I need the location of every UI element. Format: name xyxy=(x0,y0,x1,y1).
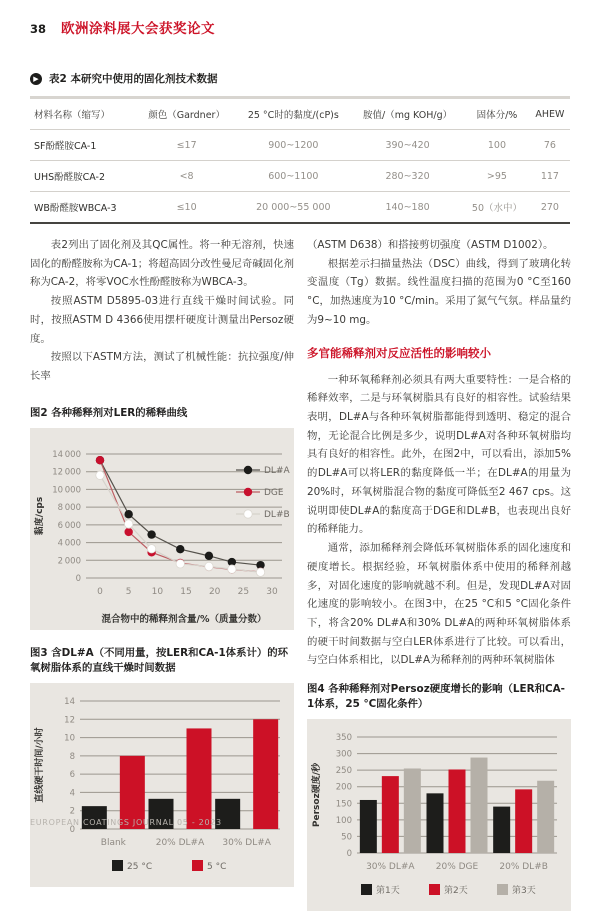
body-paragraph: 按照以下ASTM方法，测试了机械性能：抗拉强度/伸长率 xyxy=(30,351,294,383)
section-heading: 多官能稀释剂对反应活性的影响较小 xyxy=(307,345,491,360)
figure4-title: 图4 各种稀释剂对Persoz硬度增长的影响（LER和CA-1体系，25 °C固化条件） xyxy=(307,683,565,710)
table-header-cell: AHEW xyxy=(530,98,570,130)
figure4-panel xyxy=(307,719,571,911)
svg-text:10 000: 10 000 xyxy=(52,485,81,496)
table-caption-row xyxy=(30,71,570,86)
svg-text:Blank: Blank xyxy=(100,838,126,849)
journal-footer: EUROPEAN COATINGS JOURNAL 05 - 2023 xyxy=(30,818,222,827)
body-paragraph: （ASTM D638）和搭接剪切强度（ASTM D1002）。 xyxy=(307,239,554,251)
table-cell: <8 xyxy=(138,161,236,192)
table-cell: 100 xyxy=(464,130,530,161)
svg-text:第3天: 第3天 xyxy=(512,886,536,897)
table-cell: 76 xyxy=(530,130,570,161)
figure2-title: 图2 各种稀释剂对LER的稀释曲线 xyxy=(30,406,188,419)
svg-text:5 °C: 5 °C xyxy=(207,862,227,873)
svg-text:0: 0 xyxy=(346,849,352,860)
table-cell: WB酚醛胺WBCA-3 xyxy=(34,203,117,214)
table-cell: ≤10 xyxy=(176,201,197,213)
svg-text:10: 10 xyxy=(64,734,75,745)
svg-text:DL#B: DL#B xyxy=(264,510,290,521)
svg-text:6 000: 6 000 xyxy=(57,521,81,532)
svg-text:150: 150 xyxy=(335,799,352,810)
body-paragraph: 表2列出了固化剂及其QC属性。将一种无溶剂，快速固化的酚醛胺称为CA-1；将超高固分改性曼尼奇碱固化剂称为CA-2，将零VOC水性酚醛胺称为WBCA-3。 xyxy=(30,239,294,289)
two-column-body xyxy=(0,224,600,911)
svg-text:黏度/cps: 黏度/cps xyxy=(35,497,45,536)
svg-text:2: 2 xyxy=(69,807,75,818)
table-row xyxy=(30,130,570,161)
svg-text:5: 5 xyxy=(125,587,132,598)
svg-text:200: 200 xyxy=(335,782,352,793)
svg-text:DL#A: DL#A xyxy=(264,466,290,477)
svg-text:14 000: 14 000 xyxy=(52,450,81,461)
figure3-panel xyxy=(30,683,294,887)
svg-text:10: 10 xyxy=(151,587,164,598)
arrow-bullet-icon: ▶ xyxy=(30,73,42,85)
svg-text:30% DL#A: 30% DL#A xyxy=(366,862,415,873)
table-caption: 表2 本研究中使用的固化剂技术数据 xyxy=(49,73,218,85)
table-cell: >95 xyxy=(464,161,530,192)
svg-text:2 000: 2 000 xyxy=(57,556,81,567)
dilution-curves-line-chart xyxy=(30,428,294,630)
body-paragraph: 通常，添加稀释剂会降低环氧树脂体系的固化速度和硬度增长。根据经验，环氧树脂体系中使用的稀释剂越多，对固化速度的影响就越不利。但是，发现DL#A对固化速度的影响较小。在图3中，在25 °C和5 °C固化条件下，将含20% DL#A和30% DL#A的两种环氧树脂体系的硬干时间数据与空白LER体系进行了比较。可以看出，与空白体系相比，以DL#A为稀释剂的两种环氧树脂体 xyxy=(307,542,571,667)
table-cell: 900~1200 xyxy=(236,130,351,161)
svg-text:25: 25 xyxy=(237,587,250,598)
svg-text:DGE: DGE xyxy=(264,488,284,499)
svg-text:0: 0 xyxy=(69,825,75,836)
body-paragraph: 根据差示扫描量热法（DSC）曲线，得到了玻璃化转变温度（Tg）数据。线性温度扫描的范围为0 °C至160 °C，加热速度为10 °C/min。采用了氮气气氛。样品量约为9~10 mg。 xyxy=(307,257,571,326)
svg-text:6: 6 xyxy=(69,770,75,781)
svg-text:350: 350 xyxy=(335,733,352,744)
svg-text:250: 250 xyxy=(335,766,352,777)
table-cell: 117 xyxy=(530,161,570,192)
persoz-hardness-bar-chart xyxy=(307,719,571,911)
table-cell: 600~1100 xyxy=(236,161,351,192)
svg-text:0: 0 xyxy=(75,574,81,585)
dry-time-bar-chart xyxy=(30,683,294,887)
svg-text:8 000: 8 000 xyxy=(57,503,81,514)
table-cell: 390~420 xyxy=(351,130,464,161)
table-row xyxy=(30,192,570,224)
svg-text:第1天: 第1天 xyxy=(376,886,400,897)
svg-text:4 000: 4 000 xyxy=(57,538,81,549)
table-cell: UHS酚醛胺CA-2 xyxy=(30,161,138,192)
svg-text:混合物中的稀释剂含量/%（质量分数）: 混合物中的稀释剂含量/%（质量分数） xyxy=(101,614,267,626)
page-header xyxy=(0,0,600,37)
table-header-cell: 固体分/% xyxy=(464,98,530,130)
right-column xyxy=(307,236,571,911)
svg-text:50: 50 xyxy=(341,832,352,843)
svg-text:14: 14 xyxy=(64,697,75,708)
svg-text:20% DGE: 20% DGE xyxy=(435,862,479,873)
svg-text:4: 4 xyxy=(69,788,75,799)
svg-text:30% DL#A: 30% DL#A xyxy=(222,838,271,849)
table-cell: 270 xyxy=(540,201,559,213)
svg-text:20% DL#B: 20% DL#B xyxy=(499,862,548,873)
body-paragraph: 一种环氧稀释剂必须具有两大重要特性：一是合格的稀释效率，二是与环氧树脂具有良好的相容性。试验结果表明，DL#A与各种环氧树脂都能得到透明、稳定的混合物，无论混合比例是多少，说明DL#A对各种环氧树脂均具有良好的相容性。此外，在图2中，可以看出，添加5%的DL#A可以将LER的黏度降低一半；在DL#A的用量为20%时，环氧树脂混合物的黏度可降低至2 467 cps。这说明即使DL#A的黏度高于DGE和DL#B，也表现出良好的稀释能力。 xyxy=(307,373,571,536)
table-header-cell: 颜色（Gardner） xyxy=(138,98,236,130)
svg-text:30: 30 xyxy=(266,587,278,598)
table-header-cell: 胺值/（mg KOH/g） xyxy=(351,98,464,130)
table-cell: ≤17 xyxy=(138,130,236,161)
svg-text:25 °C: 25 °C xyxy=(127,862,153,873)
svg-text:15: 15 xyxy=(180,587,192,598)
table-cell: 50（水中） xyxy=(471,203,522,214)
table-cell: 20 000~55 000 xyxy=(256,201,331,213)
svg-text:20: 20 xyxy=(208,587,221,598)
table-header-cell: 材料名称（缩写） xyxy=(30,98,138,130)
svg-text:0: 0 xyxy=(97,587,103,598)
figure3-title: 图3 含DL#A（不同用量，按LER和CA-1体系计）的环氧树脂体系的直线干燥时间数据 xyxy=(30,647,289,674)
svg-text:8: 8 xyxy=(69,752,75,763)
curing-agents-table xyxy=(30,96,570,224)
section-title: 欧洲涂料展大会获奖论文 xyxy=(61,21,216,37)
table-header-cell: 25 °C时的黏度/(cP)s xyxy=(236,98,351,130)
table-cell: 280~320 xyxy=(351,161,464,192)
table-row xyxy=(30,161,570,192)
body-paragraph: 按照ASTM D5895-03进行直线干燥时间试验。同时，按照ASTM D 4366使用摆杆硬度计测量出Persoz硬度。 xyxy=(30,295,294,345)
svg-text:12 000: 12 000 xyxy=(52,468,81,479)
table-cell: SF酚醛胺CA-1 xyxy=(30,130,138,161)
svg-text:Persoz硬度/秒: Persoz硬度/秒 xyxy=(312,763,322,828)
table-cell: 140~180 xyxy=(385,201,430,213)
svg-text:直线硬干时间/小时: 直线硬干时间/小时 xyxy=(35,727,45,804)
table-header-row xyxy=(30,98,570,130)
svg-text:20% DL#A: 20% DL#A xyxy=(155,838,205,849)
svg-text:100: 100 xyxy=(335,816,352,827)
svg-text:第2天: 第2天 xyxy=(444,886,468,897)
page-number: 38 xyxy=(30,22,47,36)
left-column xyxy=(30,236,294,911)
svg-text:12: 12 xyxy=(64,715,75,726)
svg-text:300: 300 xyxy=(335,749,352,760)
figure2-panel xyxy=(30,428,294,630)
